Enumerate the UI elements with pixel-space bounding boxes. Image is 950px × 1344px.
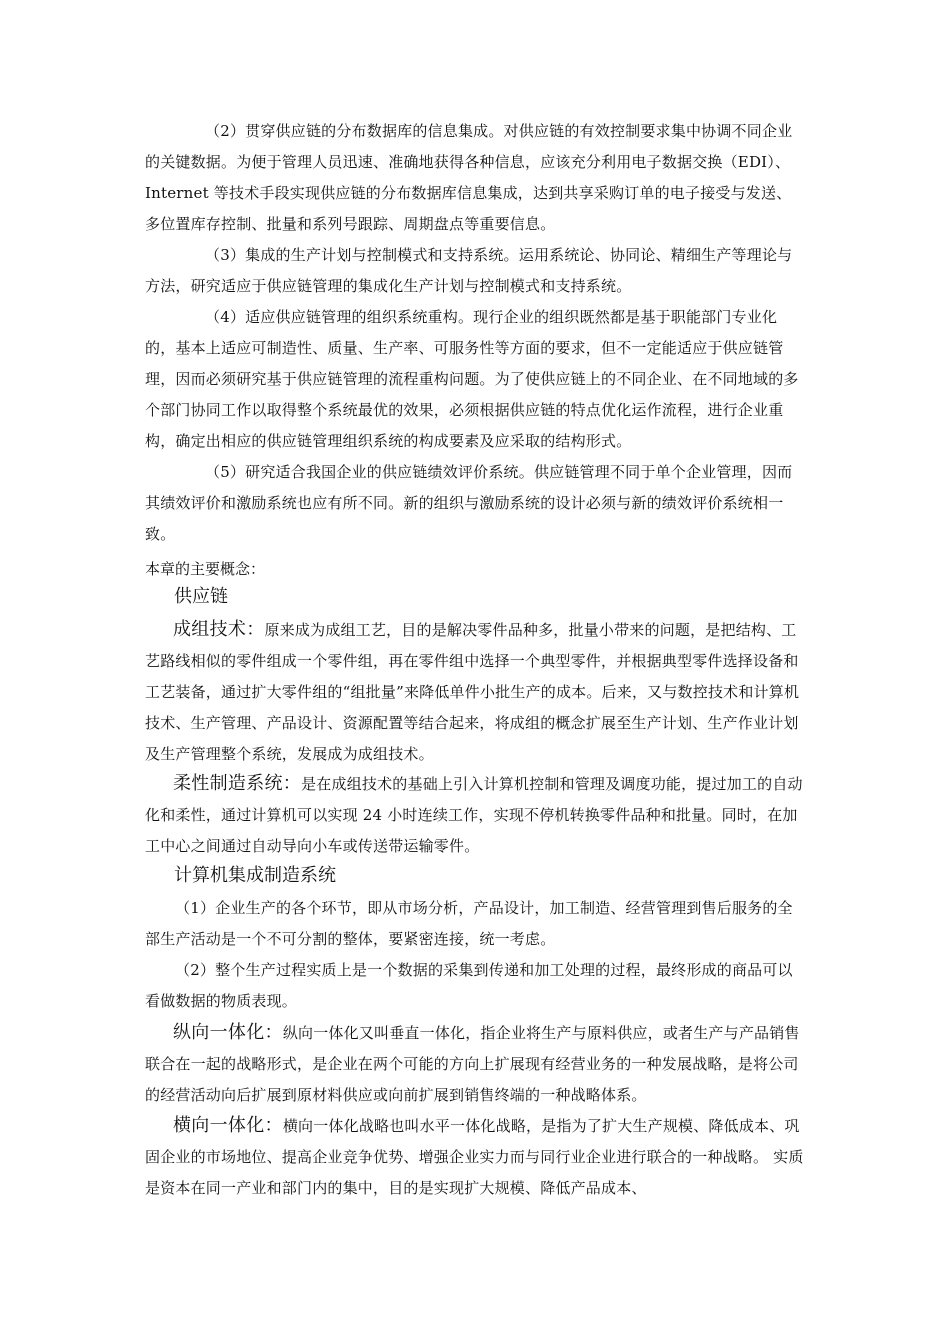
section-label: 本章的主要概念： (145, 560, 266, 578)
concept-horizontal-integration (145, 1110, 805, 1204)
concept-text: 是在成组技术的基础上引入计算机控制和管理及调度功能，提过加工的自动化和柔性，通过计算机可以实现 24 小时连续工作，实现不停机转换零件品种和批量。同时，在加工中心之间通过自动导向小车或传送带运输零件。 (145, 775, 803, 855)
concept-text: 纵向一体化又叫垂直一体化，指企业将生产与原料供应，或者生产与产品销售联合在一起的战略形式，是企业在两个可能的方向上扩展现有经营业务的一种发展战略，是将公司的经营活动向后扩展到原材料供应或向前扩展到销售终端的一种战略体系。 (145, 1024, 800, 1104)
concept-text: 横向一体化战略也叫水平一体化战略，是指为了扩大生产规模、降低成本、巩固企业的市场地位、提高企业竞争优势、增强企业实力而与同行业企业进行联合的一种战略。 实质是资本在同一产业和部门内的集中，目的是实现扩大规模、降低产品成本、 (145, 1117, 804, 1197)
concept-text: 原来成为成组工艺，目的是解决零件品种多，批量小带来的问题，是把结构、工艺路线相似的零件组成一个零件组，再在零件组中选择一个典型零件，并根据典型零件选择设备和工艺装备，通过扩大零件组的“组批量”来降低单件小批生产的成本。后来，又与数控技术和计算机技术、生产管理、产品设计、资源配置等结合起来，将成组的概念扩展至生产计划、生产作业计划及生产管理整个系统，发展成为成组技术。 (145, 621, 800, 763)
paragraph-org-restructure: （4）适应供应链管理的组织系统重构。现行企业的组织既然都是基于职能部门专业化的，基本上适应可制造性、质量、生产率、可服务性等方面的要求，但不一定能适应于供应链管理，因而必须研究基于供应链管理的流程重构问题。为了使供应链上的不同企业、在不同地域的多个部门协同工作以取得整个系统最优的效果，必须根据供应链的特点优化运作流程，进行企业重构，确定出相应的供应链管理组织系统的构成要素及应采取的结构形式。 (145, 308, 799, 450)
concept-vertical-integration (145, 1017, 805, 1111)
cims-item-2: （2）整个生产过程实质上是一个数据的采集到传递和加工处理的过程，最终形成的商品可以看做数据的物质表现。 (145, 961, 793, 1010)
concept-term: 成组技术： (173, 619, 265, 640)
cims-item-1: （1）企业生产的各个环节，即从市场分析，产品设计，加工制造、经营管理到售后服务的全部生产活动是一个不可分割的整体，要紧密连接，统一考虑。 (145, 899, 793, 948)
concept-term: 柔性制造系统： (173, 773, 302, 794)
concept-supply-chain: 供应链 (174, 586, 228, 607)
concept-flexible-manufacturing (145, 768, 805, 862)
paragraph-performance-evaluation: （5）研究适合我国企业的供应链绩效评价系统。供应链管理不同于单个企业管理，因而其绩效评价和激励系统也应有所不同。新的组织与激励系统的设计必须与新的绩效评价系统相一致。 (145, 463, 793, 543)
paragraph-production-planning: （3）集成的生产计划与控制模式和支持系统。运用系统论、协同论、精细生产等理论与方法，研究适应于供应链管理的集成化生产计划与控制模式和支持系统。 (145, 246, 793, 295)
paragraph-distributed-database: （2）贯穿供应链的分布数据库的信息集成。对供应链的有效控制要求集中协调不同企业的关键数据。为便于管理人员迅速、准确地获得各种信息，应该充分利用电子数据交换（EDI）、Internet 等技术手段实现供应链的分布数据库信息集成，达到共享采购订单的电子接受与发送、多位置库存控制、批量和系列号跟踪、周期盘点等重要信息。 (145, 122, 793, 233)
concept-group-technology (145, 614, 805, 770)
concept-term: 横向一体化： (173, 1115, 283, 1136)
concept-cims: 计算机集成制造系统 (174, 865, 336, 886)
concept-term: 纵向一体化： (173, 1022, 283, 1043)
